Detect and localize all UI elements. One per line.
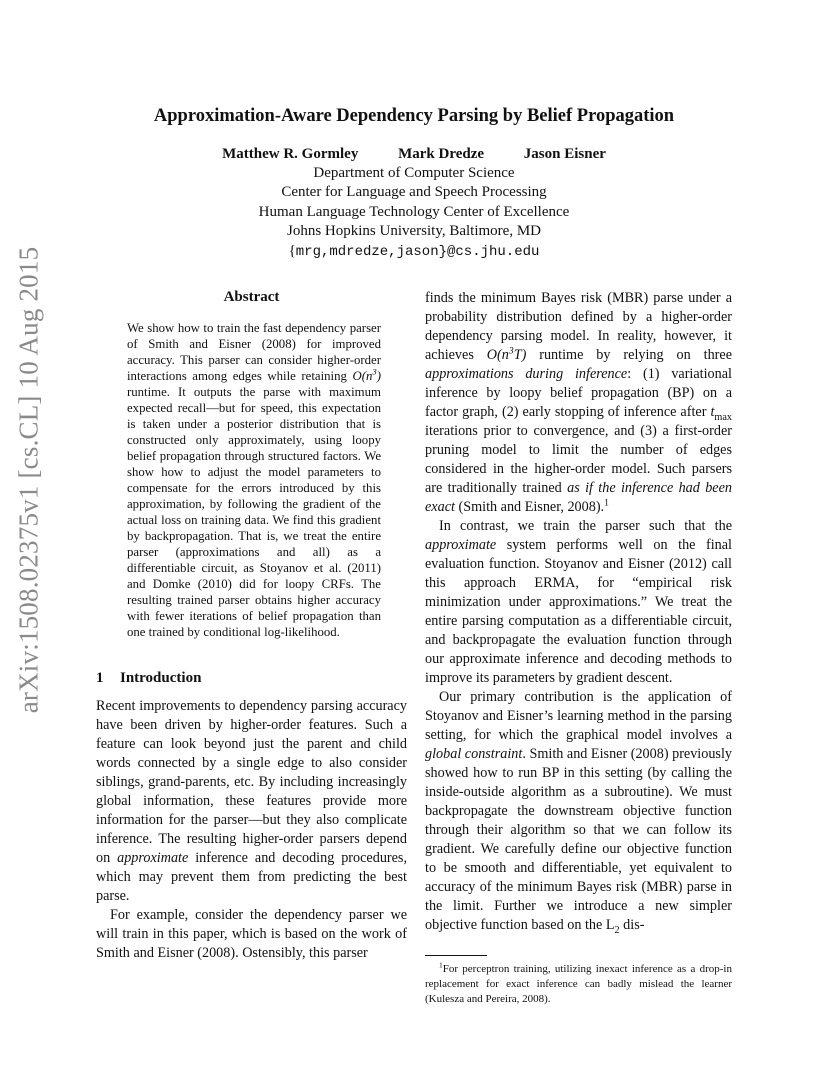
affiliation-line: Department of Computer Science [313, 165, 515, 181]
email-domain: }@cs.jhu.edu [438, 243, 540, 260]
affiliation-line: Center for Language and Speech Processing [281, 184, 547, 201]
section-number: 1 [96, 670, 104, 686]
arxiv-stamp-text: arXiv:1508.02375v1 [cs.CL] 10 Aug 2015 [13, 246, 44, 714]
arxiv-stamp [8, 246, 50, 714]
footnote-number: 1 [439, 960, 443, 970]
footnote-mark: 1 [604, 497, 609, 509]
email-brace: { [288, 242, 296, 259]
affiliation-line: Human Language Technology Center of Excellence [258, 203, 570, 220]
affiliations [96, 164, 732, 262]
footnote [425, 962, 732, 1007]
right-column [425, 289, 732, 1007]
abstract-heading: Abstract [223, 289, 280, 305]
section-heading-introduction [96, 670, 407, 687]
section-title: Introduction [120, 670, 202, 686]
author-name: Matthew R. Gormley [222, 146, 359, 162]
left-column [96, 289, 407, 963]
body-paragraph: Our primary contribution is the application of Stoyanov and Eisner’s learning method in the parsing setting, for which the graphical model involves a global constraint. Smith and Eisner (2008) previously showed how to run BP in this setting (by calling the inside-outside algorithm as a subroutine). We must backpropagate the downstream objective function through their algorithm so that we can follow its gradient. We carefully define our objective function to be smooth and differentiable, yet equivalent to accuracy of the minimum Bayes risk (MBR) parse in the limit. Further we introduce a new simpler objective function based on the $L_2$ dis- [425, 689, 732, 936]
author-emails [96, 242, 732, 262]
email-users: mrg,mdredze,jason [295, 243, 439, 260]
footnote-text: For perceptron training, utilizing inexact inference as a drop-in replacement for exact inference can badly mislead the learner (Kulesza and Pereira, 2008). [425, 963, 732, 1005]
author-name: Jason Eisner [523, 146, 606, 162]
author-name: Mark Dredze [398, 146, 485, 162]
body-paragraph: finds the minimum Bayes risk (MBR) parse under a probability distribution defined by a higher-order dependency parsing model. In reality, however, it achieves $O(n^3T)$ runtime by relying on three approximations during inference: (1) variational inference by loopy belief propagation (BP) on a factor graph, (2) early stopping of inference after $t_{max}$ iterations prior to convergence, and (3) a first-order pruning model to limit the number of edges considered in the higher-order model. Such parsers are traditionally trained as if the inference had been exact (Smith and Eisner, 2008).$^1$ [425, 290, 733, 515]
paper-title: Approximation-Aware Dependency Parsing by Belief Propagation [153, 106, 675, 126]
abstract-text: We show how to train the fast dependency parser of Smith and Eisner (2008) for improved accuracy. This parser can consider higher-order interactions among edges while retaining $O(n^3)$ runtime. It outputs the parse with maximum expected recall—but for speed, this expectation is taken under a posterior distribution that is constructed only approximately, using loopy belief propagation through structured factors. We show how to adjust the model parameters to compensate for the errors introduced by this approximation, by following the gradient of the actual loss on training data. We find this gradient by backpropagation. That is, we treat the entire parser (approximations and all) as a differentiable circuit, as Stoyanov et al. (2011) and Domke (2010) did for loopy CRFs. The resulting trained parser obtains higher accuracy with fewer iterations of belief propagation than one trained by conditional log-likelihood. [127, 321, 381, 639]
affiliation-line: Johns Hopkins University, Baltimore, MD [286, 223, 542, 240]
author-list [96, 146, 732, 163]
intro-paragraph: For example, consider the dependency parser we will train in this paper, which is based on the work of Smith and Eisner (2008). Ostensibly, this parser [96, 907, 407, 961]
footnote-rule [425, 955, 487, 956]
body-paragraph: In contrast, we train the parser such that the approximate system performs well on the final evaluation function. Stoyanov and Eisner (2012) call this approach ERMA, for “empirical risk minimization under approximations.” We treat the entire parsing computation as a differentiable circuit, and backpropagate the evaluation function through our approximate inference and decoding methods to improve its parameters by gradient descent. [425, 518, 732, 686]
intro-paragraph: Recent improvements to dependency parsing accuracy have been driven by higher-order features. Such a feature can look beyond just the parent and child words connected by a single edge to also consider siblings, grand-parents, etc. By including increasingly global information, these features provide more information for the parser—but they also complicate inference. The resulting higher-order parsers depend on approximate inference and decoding procedures, which may prevent them from predicting the best parse. [96, 698, 407, 904]
